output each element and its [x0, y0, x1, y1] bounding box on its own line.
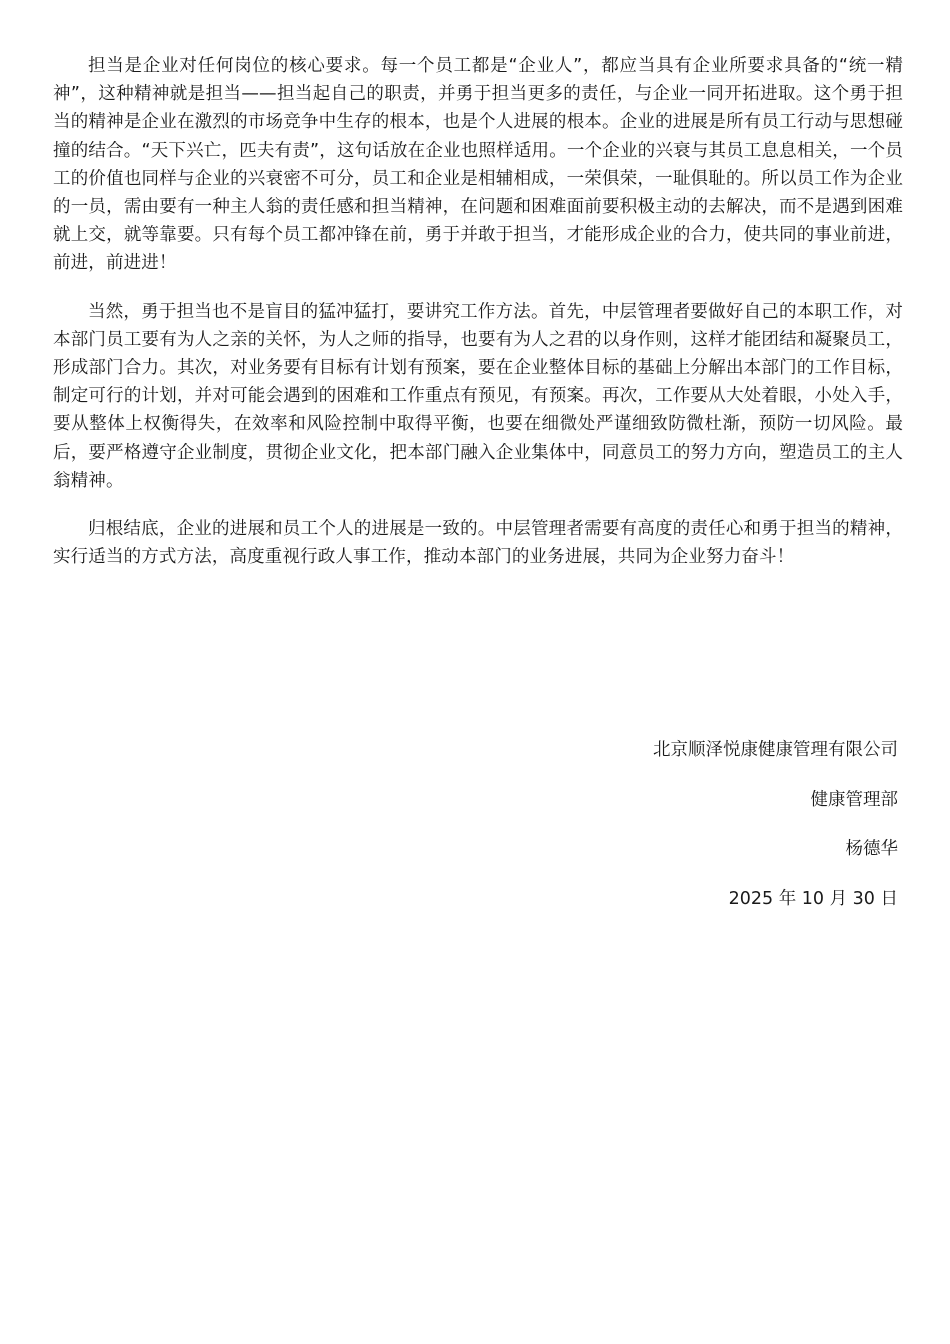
document-body [53, 52, 903, 591]
paragraph-3: 归根结底，企业的进展和员工个人的进展是一致的。中层管理者需要有高度的责任心和勇于担当的精神，实行适当的方式方法，高度重视行政人事工作，推动本部门的业务进展，共同为企业努力奋斗！ [53, 519, 903, 568]
signature-department: 健康管理部 [810, 789, 898, 810]
signature-block [653, 732, 898, 930]
signature-company: 北京顺泽悦康健康管理有限公司 [653, 740, 898, 760]
signature-author: 杨德华 [845, 839, 898, 859]
signature-date: 2025 年 10 月 30 日 [728, 888, 898, 909]
paragraph-1: 担当是企业对任何岗位的核心要求。每一个员工都是“企业人”，都应当具有企业所要求具备的“统一精神”，这种精神就是担当——担当起自己的职责，并勇于担当更多的责任，与企业一同开拓进取。这个勇于担当的精神是企业在激烈的市场竞争中生存的根本，也是个人进展的根本。企业的进展是所有员工行动与思想碰撞的结合。“天下兴亡，匹夫有责”，这句话放在企业也照样适用。一个企业的兴衰与其员工息息相关，一个员工的价值也同样与企业的兴衰密不可分，员工和企业是相辅相成，一荣俱荣，一耻俱耻的。所以员工作为企业的一员，需由要有一种主人翁的责任感和担当精神，在问题和困难面前要积极主动的去解决，而不是遇到困难就上交，就等靠要。只有每个员工都冲锋在前，勇于并敢于担当，才能形成企业的合力，使共同的事业前进，前进，前进进！ [53, 56, 903, 274]
paragraph-2: 当然，勇于担当也不是盲目的猛冲猛打，要讲究工作方法。首先，中层管理者要做好自己的本职工作，对本部门员工要有为人之亲的关怀，为人之师的指导，也要有为人之君的以身作则，这样才能团结和凝聚员工，形成部门合力。其次，对业务要有目标有计划有预案，要在企业整体目标的基础上分解出本部门的工作目标，制定可行的计划，并对可能会遇到的困难和工作重点有预见，有预案。再次，工作要从大处着眼，小处入手，要从整体上权衡得失，在效率和风险控制中取得平衡，也要在细微处严谨细致防微杜渐，预防一切风险。最后，要严格遵守企业制度，贯彻企业文化，把本部门融入企业集体中，同意员工的努力方向，塑造员工的主人翁精神。 [53, 301, 903, 491]
